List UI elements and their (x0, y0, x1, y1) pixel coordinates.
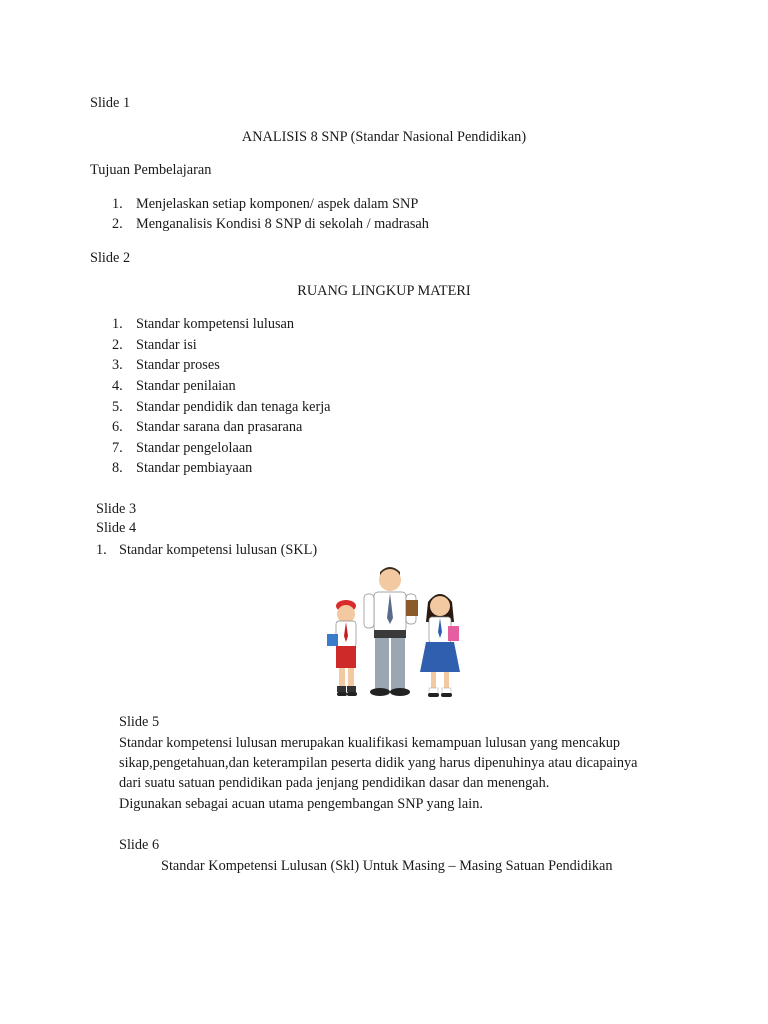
slide1-title: ANALISIS 8 SNP (Standar Nasional Pendidikan) (241, 129, 527, 145)
slide5-label: Slide 5 (119, 714, 160, 730)
slide4-label: Slide 4 (96, 520, 137, 536)
list-item: Standar pendidik dan tenaga kerja (136, 399, 331, 415)
list-item-number: 7. (112, 440, 123, 456)
slide2-label: Slide 2 (90, 250, 131, 266)
slide5-paragraph-line: sikap,pengetahuan,dan keterampilan peserta didik yang harus dipenuhinya atau dicapainya (119, 755, 638, 771)
list-item: Standar sarana dan prasarana (136, 419, 303, 435)
slide6-heading: Standar Kompetensi Lulusan (Skl) Untuk Masing – Masing Satuan Pendidikan (161, 858, 613, 874)
list-item: Standar kompetensi lulusan (136, 316, 295, 332)
slide1-section-heading: Tujuan Pembelajaran (90, 162, 212, 178)
teacher-figure (364, 567, 418, 696)
list-item: Standar pengelolaan (136, 440, 253, 456)
list-item: Menganalisis Kondisi 8 SNP di sekolah / madrasah (136, 216, 429, 232)
slide2-title: RUANG LINGKUP MATERI (297, 283, 471, 299)
slide6-label: Slide 6 (119, 837, 160, 853)
list-item-number: 1. (96, 542, 107, 558)
students-teacher-illustration (318, 560, 482, 710)
list-item: Standar kompetensi lulusan (SKL) (119, 542, 318, 558)
list-item-number: 5. (112, 399, 123, 415)
slide5-paragraph-line: Standar kompetensi lulusan merupakan kualifikasi kemampuan lulusan yang mencakup (119, 735, 621, 751)
list-item: Standar pembiayaan (136, 460, 253, 476)
list-item: Standar penilaian (136, 378, 236, 394)
girl-student-figure (420, 594, 460, 697)
list-item-number: 2. (112, 216, 123, 232)
boy-student-figure (327, 600, 357, 696)
list-item-number: 8. (112, 460, 123, 476)
list-item-number: 6. (112, 419, 123, 435)
slide1-label: Slide 1 (90, 95, 131, 111)
list-item-number: 3. (112, 357, 123, 373)
list-item-number: 4. (112, 378, 123, 394)
list-item: Menjelaskan setiap komponen/ aspek dalam SNP (136, 196, 419, 212)
list-item-number: 1. (112, 196, 123, 212)
list-item: Standar isi (136, 337, 197, 353)
slide5-second-line: Digunakan sebagai acuan utama pengembangan SNP yang lain. (119, 796, 483, 812)
slide3-label: Slide 3 (96, 501, 137, 517)
list-item: Standar proses (136, 357, 220, 373)
slide5-paragraph-line: dari suatu satuan pendidikan pada jenjang pendidikan dasar dan menengah. (119, 775, 550, 791)
list-item-number: 2. (112, 337, 123, 353)
list-item-number: 1. (112, 316, 123, 332)
